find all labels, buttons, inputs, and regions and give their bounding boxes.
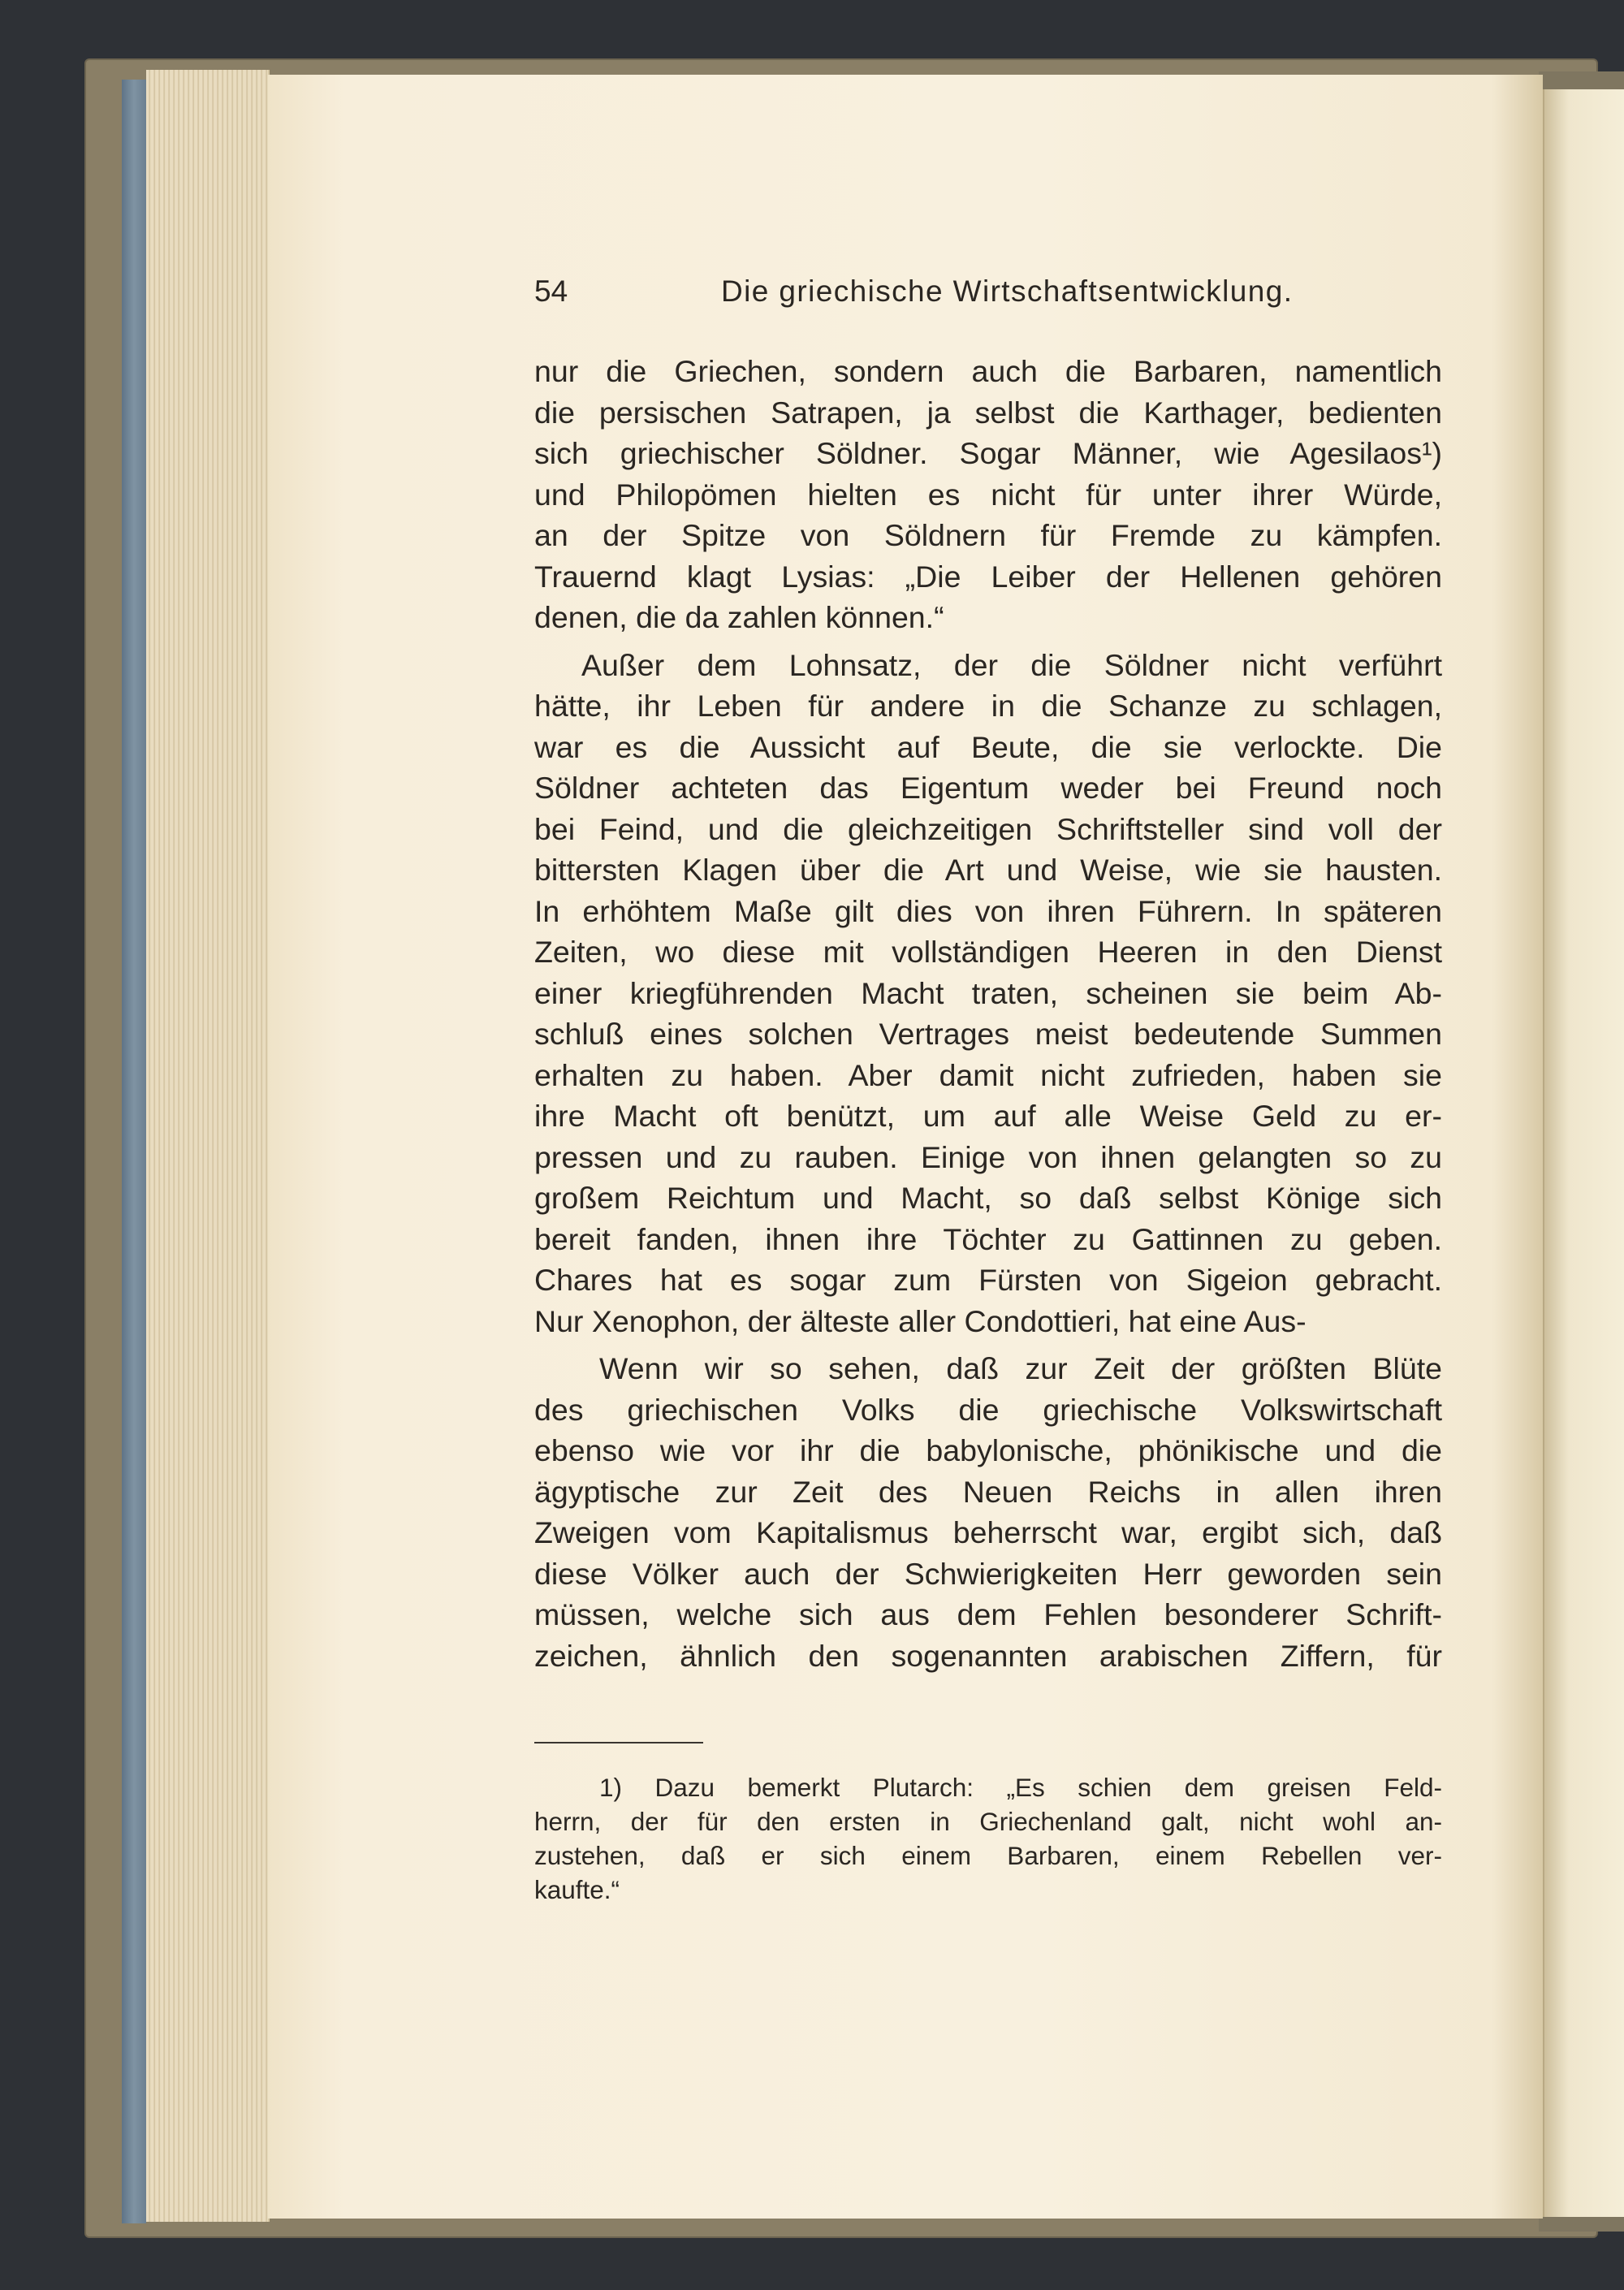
- footnote: [534, 1770, 1442, 1907]
- running-header: [534, 274, 1442, 320]
- spine-edge: [122, 80, 146, 2223]
- footnote-rule: [534, 1742, 703, 1743]
- text-line: Söldner achteten das Eigentum weder bei Freund noch: [534, 771, 1442, 805]
- text-line: Chares hat es sogar zum Fürsten von Sigeion gebracht.: [534, 1263, 1442, 1297]
- text-line: des griechischen Volks die griechische Volkswirtschaft: [534, 1392, 1442, 1427]
- text-line: sich griechischer Söldner. Sogar Männer, wie Agesilaos¹): [534, 436, 1442, 470]
- text-line: hätte, ihr Leben für andere in die Schanze zu schlagen,: [534, 689, 1442, 723]
- text-line: diese Völker auch der Schwierigkeiten Herr geworden sein: [534, 1556, 1442, 1591]
- text-line: ägyptische zur Zeit des Neuen Reichs in allen ihren: [534, 1474, 1442, 1509]
- text-line: nur die Griechen, sondern auch die Barbaren, namentlich: [534, 354, 1442, 388]
- text-line: Außer dem Lohnsatz, der die Söldner nicht verführt: [581, 647, 1442, 682]
- footnote-line: 1) Dazu bemerkt Plutarch: „Es schien dem greisen Feld-: [599, 1773, 1442, 1802]
- text-line: denen, die da zahlen können.“: [534, 600, 944, 634]
- page-stack-edges: [146, 70, 270, 2222]
- text-line: die persischen Satrapen, ja selbst die Karthager, bedienten: [534, 395, 1442, 430]
- running-title: Die griechische Wirtschaftsentwicklung.: [721, 274, 1294, 308]
- text-line: pressen und zu rauben. Einige von ihnen gelangten so zu: [534, 1139, 1442, 1174]
- text-line: Zeiten, wo diese mit vollständigen Heeren in den Dienst: [534, 935, 1442, 969]
- text-line: Zweigen vom Kapitalismus beherrscht war, ergibt sich, daß: [534, 1515, 1442, 1549]
- text-line: an der Spitze von Söldnern für Fremde zu kämpfen.: [534, 518, 1442, 552]
- text-line: Nur Xenophon, der älteste aller Condottieri, hat eine Aus-: [534, 1303, 1307, 1338]
- text-line: war es die Aussicht auf Beute, die sie verlockte. Die: [534, 729, 1442, 764]
- facing-page-edge: [1543, 89, 1624, 2217]
- text-line: bereit fanden, ihnen ihre Töchter zu Gattinnen zu geben.: [534, 1221, 1442, 1256]
- text-line: Trauernd klagt Lysias: „Die Leiber der Hellenen gehören: [534, 559, 1442, 594]
- text-line: müssen, welche sich aus dem Fehlen besonderer Schrift-: [534, 1597, 1442, 1631]
- footnote-line: kaufte.“: [534, 1875, 620, 1904]
- text-line: In erhöhtem Maße gilt dies von ihren Führern. In späteren: [534, 893, 1442, 928]
- footnote-line: zustehen, daß er sich einem Barbaren, einem Rebellen ver-: [534, 1841, 1442, 1870]
- paragraph-1: [534, 351, 1442, 638]
- text-line: Wenn wir so sehen, daß zur Zeit der größten Blüte: [599, 1351, 1442, 1385]
- text-line: schluß eines solchen Vertrages meist bedeutende Summen: [534, 1017, 1442, 1051]
- text-line: einer kriegführenden Macht traten, scheinen sie beim Ab-: [534, 975, 1442, 1010]
- text-line: erhalten zu haben. Aber damit nicht zufrieden, haben sie: [534, 1057, 1442, 1092]
- page-number: 54: [534, 274, 568, 308]
- paragraph-2: [534, 645, 1442, 1342]
- paragraph-3: [534, 1348, 1442, 1676]
- text-line: bittersten Klagen über die Art und Weise, wie sie hausten.: [534, 853, 1442, 887]
- footnote-line: herrn, der für den ersten in Griechenland galt, nicht wohl an-: [534, 1807, 1442, 1836]
- body-text: [534, 351, 1442, 1676]
- text-line: und Philopömen hielten es nicht für unter ihrer Würde,: [534, 477, 1442, 512]
- text-line: zeichen, ähnlich den sogenannten arabischen Ziffern, für: [534, 1638, 1442, 1673]
- text-line: bei Feind, und die gleichzeitigen Schriftsteller sind voll der: [534, 811, 1442, 846]
- text-line: ihre Macht oft benützt, um auf alle Weise Geld zu er-: [534, 1099, 1442, 1133]
- text-line: ebenso wie vor ihr die babylonische, phönikische und die: [534, 1433, 1442, 1467]
- text-line: großem Reichtum und Macht, so daß selbst Könige sich: [534, 1181, 1442, 1215]
